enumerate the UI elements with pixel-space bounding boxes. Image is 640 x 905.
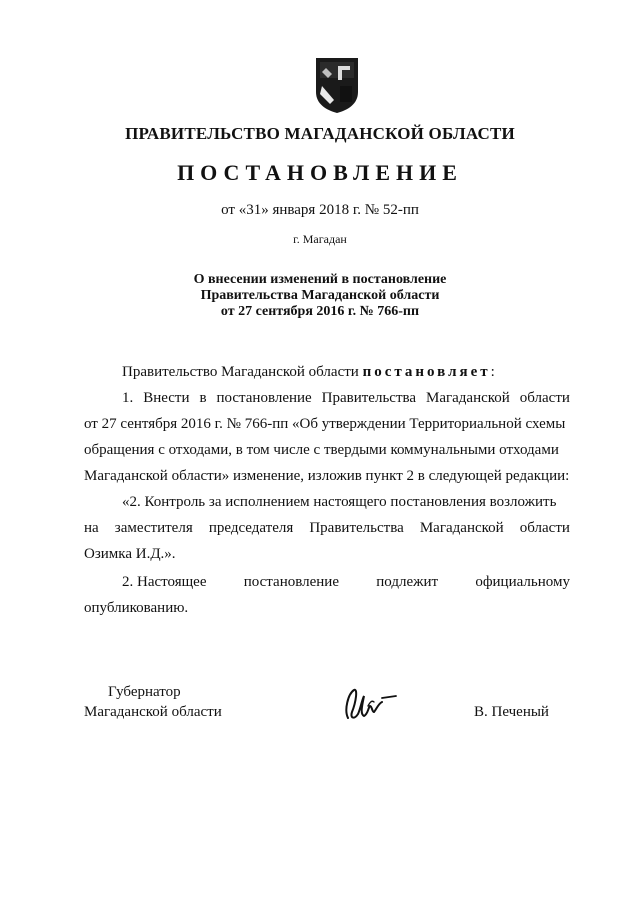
document-date-number: от «31» января 2018 г. № 52-пп bbox=[221, 202, 419, 218]
preamble bbox=[122, 364, 495, 381]
title-line: Правительства Магаданской области bbox=[200, 288, 440, 303]
word: постановление bbox=[216, 390, 312, 406]
preamble-emphasis: постановляет bbox=[362, 364, 491, 380]
title-line: от 27 сентября 2016 г. № 766-пп bbox=[220, 304, 420, 319]
document-type: ПОСТАНОВЛЕНИЕ bbox=[177, 160, 463, 185]
word: заместителя bbox=[114, 520, 193, 536]
signatory-position-line2: Магаданской области bbox=[84, 704, 222, 720]
word: постановление bbox=[243, 574, 339, 590]
p1-line1 bbox=[122, 390, 570, 407]
signatory-name: В. Печеный bbox=[474, 704, 549, 720]
document-title bbox=[0, 272, 640, 320]
word: 2. Настоящее bbox=[122, 574, 207, 590]
p1-line2: от 27 сентября 2016 г. № 766-пп «Об утверждении Территориальной схемы bbox=[84, 416, 566, 432]
word: Магаданской bbox=[419, 520, 504, 536]
p2-line2 bbox=[84, 520, 570, 537]
p2-line1: «2. Контроль за исполнением настоящего постановления возложить bbox=[122, 494, 557, 510]
p1-line3: обращения с отходами, в том числе с твердыми коммунальными отходами bbox=[84, 442, 559, 458]
word: области bbox=[519, 390, 570, 406]
word: Правительства bbox=[309, 520, 404, 536]
title-line: О внесении изменений в постановление bbox=[193, 272, 447, 287]
p1-line4: Магаданской области» изменение, изложив пункт 2 в следующей редакции: bbox=[84, 468, 570, 484]
coat-of-arms-emblem bbox=[314, 56, 360, 114]
word: Внести bbox=[143, 390, 190, 406]
preamble-text: Правительство Магаданской области bbox=[122, 364, 359, 380]
preamble-colon: : bbox=[490, 364, 495, 380]
word: в bbox=[199, 390, 207, 406]
word: Правительства bbox=[321, 390, 417, 406]
organization-name: ПРАВИТЕЛЬСТВО МАГАДАНСКОЙ ОБЛАСТИ bbox=[125, 124, 515, 143]
p3-line2: опубликованию. bbox=[84, 600, 189, 616]
word: официальному bbox=[475, 574, 570, 590]
word: области bbox=[519, 520, 570, 536]
signatory-position-line1: Губернатор bbox=[108, 684, 181, 700]
handwritten-signature bbox=[338, 684, 410, 724]
p3-line1 bbox=[122, 574, 570, 591]
document-city: г. Магадан bbox=[293, 232, 347, 246]
word: председателя bbox=[208, 520, 294, 536]
word: Магаданской bbox=[425, 390, 510, 406]
word: подлежит bbox=[376, 574, 439, 590]
p2-line3: Озимка И.Д.». bbox=[84, 546, 176, 562]
word: 1. bbox=[122, 390, 134, 406]
word: на bbox=[84, 520, 99, 536]
